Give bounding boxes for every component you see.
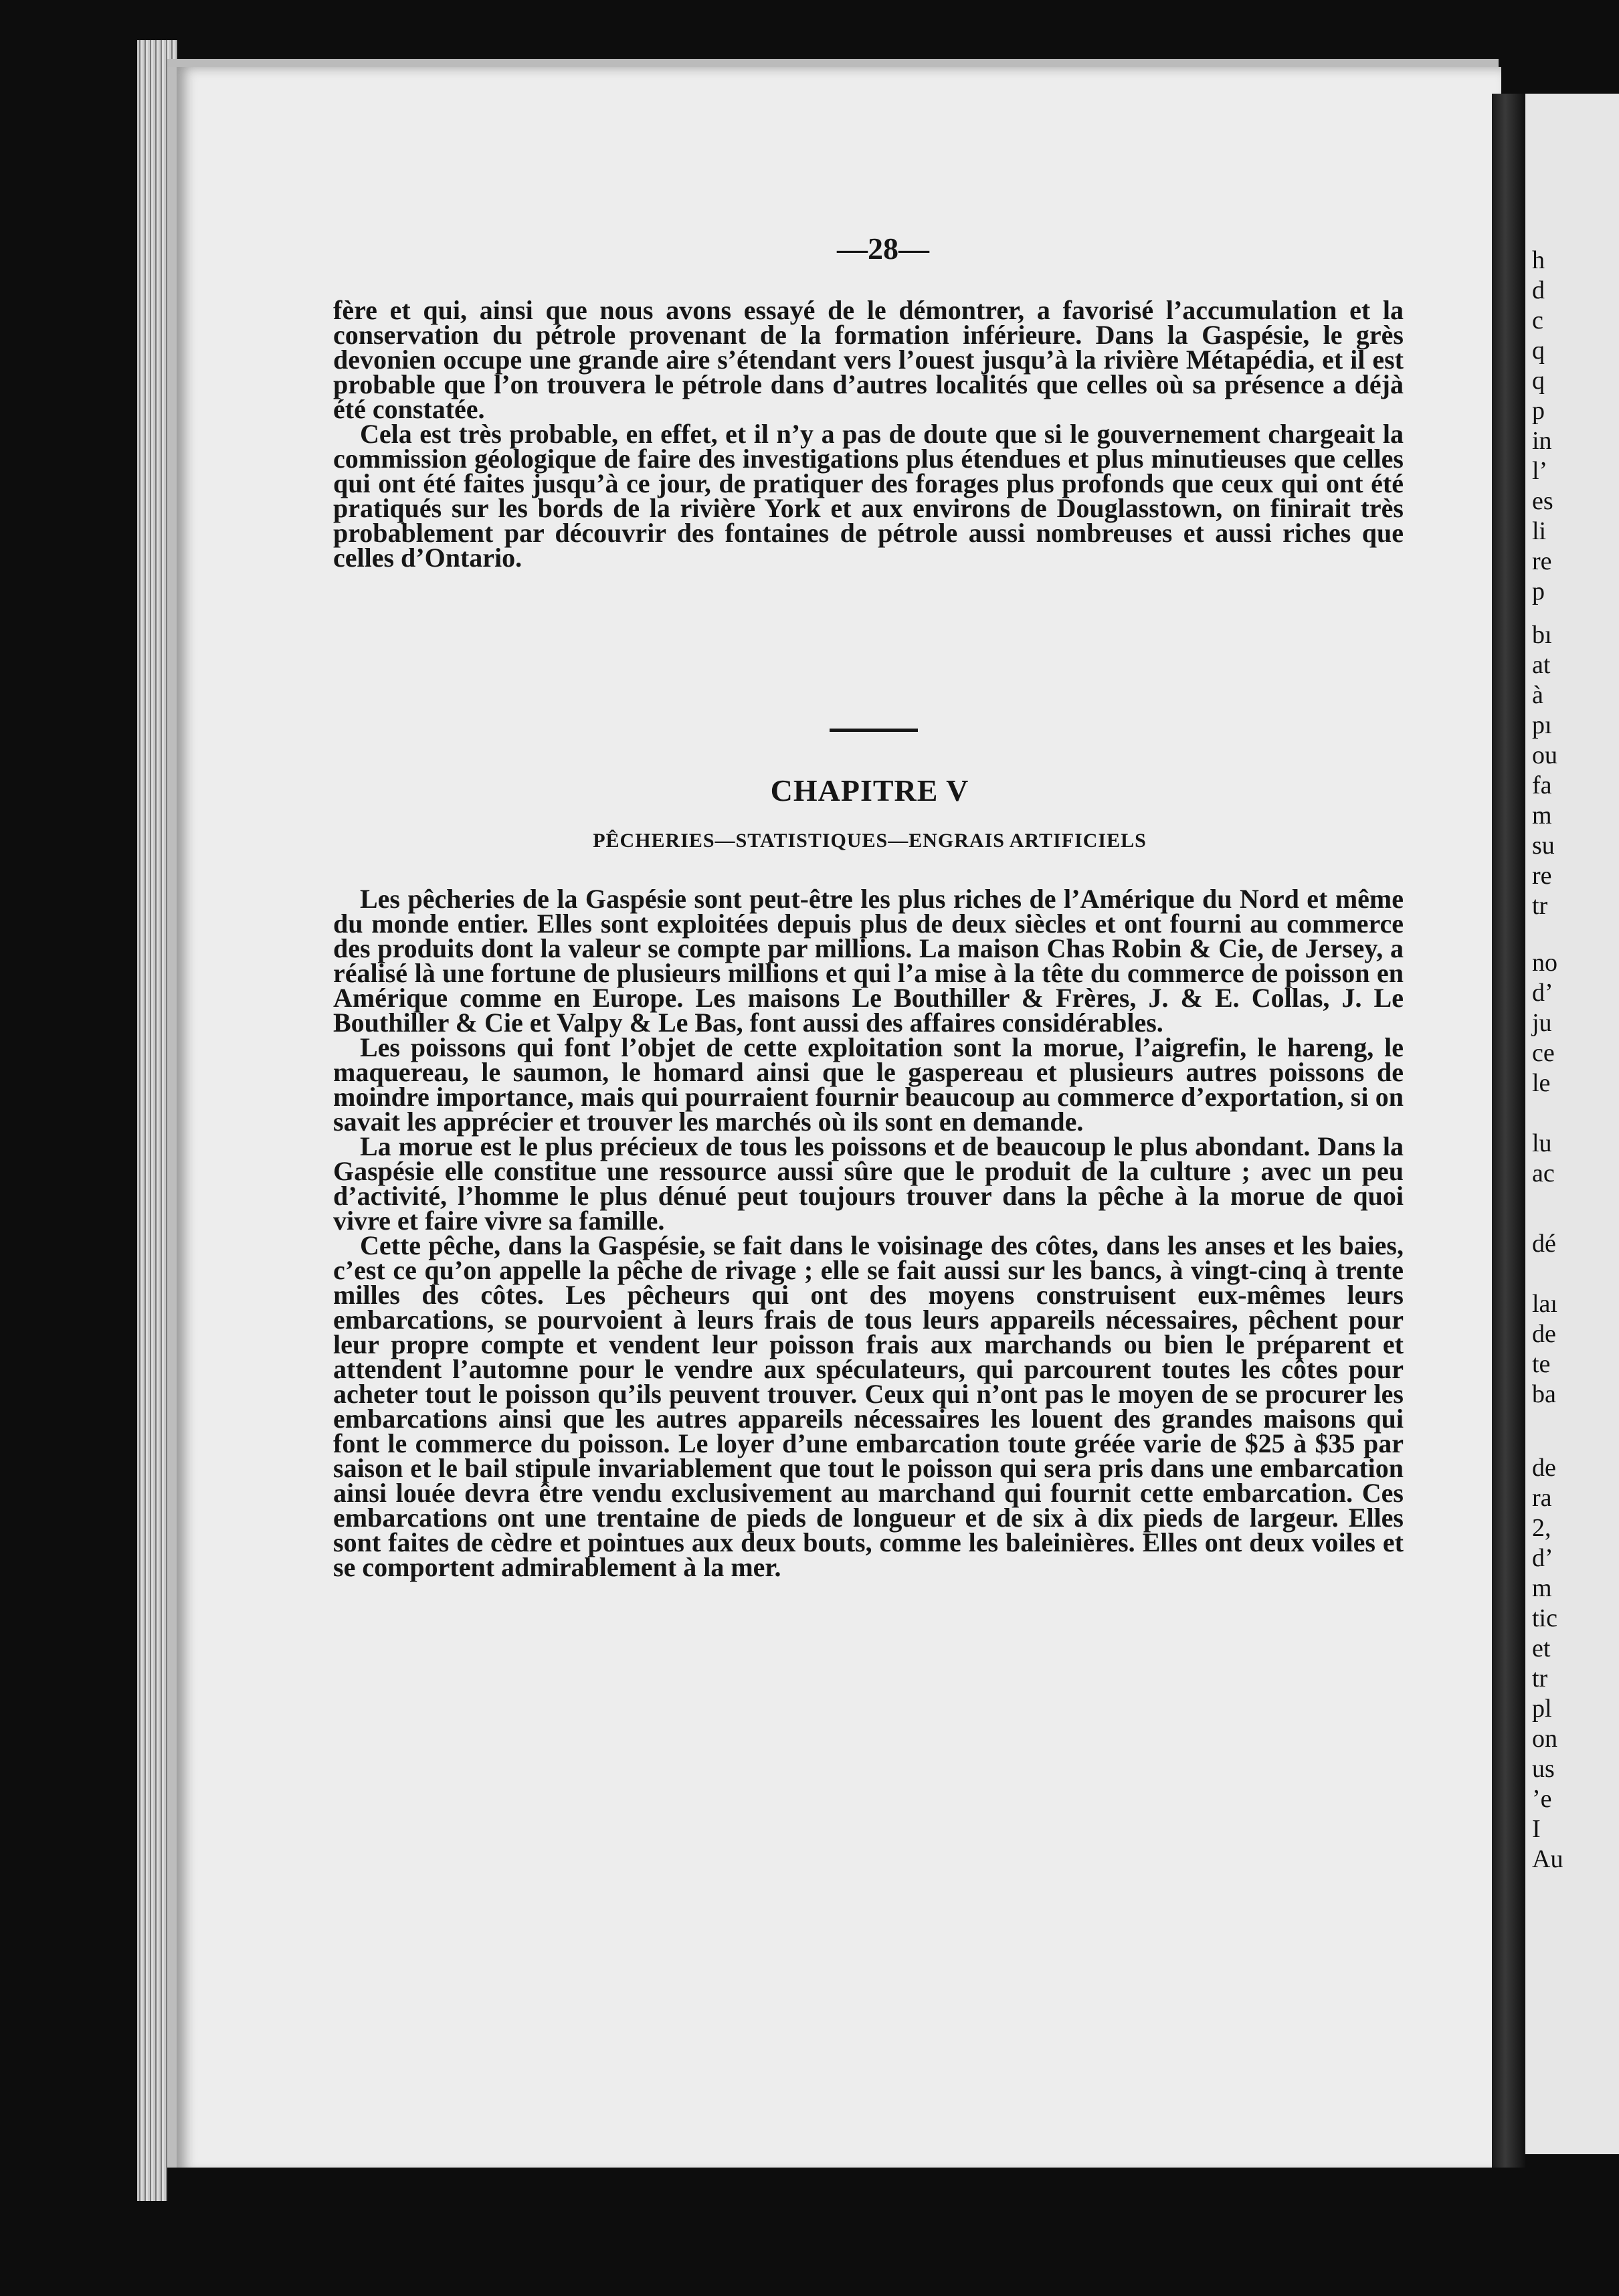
facing-page-fragment: ce [1532,1039,1555,1067]
facing-page-fragment: su [1532,832,1555,860]
intro-paragraph-2: Cela est très probable, en effet, et il n’y a pas de doute que si le gouvernement chargeait la commission géologique de faire des investigations plus étendues et plus minutieuses que celles qui ont été faites jusqu’à ce jour, de pratiquer des forages plus profonds que ceux qui ont été pratiqués sur les bords de la rivière York et aux environs de Douglasstown, on finirait très probablement par découvrir des fontaines de pétrole aussi nombreuses et aussi riches que celles d’Ontario. [333,419,1404,573]
facing-page-fragment: fa [1532,771,1552,799]
scan-bottom-shadow [167,2168,1505,2296]
facing-page-fragment: c [1532,306,1543,334]
facing-page-fragment: le [1532,1069,1551,1097]
book-gutter [1492,94,1525,2168]
facing-page-fragment: no [1532,949,1557,977]
facing-page-fragment: tic [1532,1604,1557,1632]
chapter-subtitle: PÊCHERIES—STATISTIQUES—ENGRAIS ARTIFICIELS [593,830,1147,852]
facing-page-fragment: dé [1532,1230,1556,1258]
facing-page-fragment: es [1532,487,1553,515]
facing-page-fragment: d [1532,276,1545,304]
facing-page-fragment: in [1532,427,1552,455]
facing-page-fragment: q [1532,337,1545,365]
facing-page-fragment: h [1532,246,1545,274]
chapter-text-block [333,886,1404,1580]
facing-page-fragment: 2, [1532,1514,1551,1542]
facing-page-fragment: m [1532,801,1552,830]
facing-page-fragment: q [1532,367,1545,395]
facing-page-fragment: laı [1532,1290,1557,1318]
facing-page-fragment: de [1532,1320,1556,1348]
facing-page-fragment: ac [1532,1159,1555,1187]
facing-page-fragment: ’e [1532,1785,1552,1813]
page-number: —28— [837,231,929,266]
facing-page-fragment: tr [1532,1664,1548,1693]
facing-page-fragment: à [1532,681,1543,709]
facing-page-fragment: pl [1532,1695,1552,1723]
chapter-paragraph-4: Cette pêche, dans la Gaspésie, se fait dans le voisinage des côtes, dans les anses et les baies, c’est ce qu’on appelle la pêche de rivage ; elle se fait aussi sur les bancs, à vingt-cinq à trente milles des côtes. Les pêcheurs qui ont des moyens construisent eux-mêmes leurs embarcations, se pourvoient à leurs frais de tous leurs appareils nécessaires, pêchent pour leur propre compte et vendent leur poisson frais aux marchands ou bien le préparent et attendent l’automne pour le vendre aux spéculateurs, qui parcourent toutes les côtes pour acheter tout le poisson qu’ils peuvent trouver. Ceux qui n’ont pas le moyen de se procurer les embarcations ainsi que les autres appareils nécessaires les louent des grandes maisons qui font le commerce du poisson. Le loyer d’une embarcation toute gréée varie de $25 à $35 par saison et le bail stipule invariablement que tout le poisson qui sera pris dans une embarcation ainsi louée devra être vendu exclusivement au marchand qui fournit cette embarcation. Ces embarcations ont une trentaine de pieds de longueur et de six à dix pieds de largeur. Elles sont faites de cèdre et pointues aux deux bouts, comme les baleinières. Elles ont deux voiles et se comportent admirablement à la mer. [333,1230,1404,1582]
intro-text-block [333,295,1404,573]
facing-page-fragment: Au [1532,1845,1563,1873]
facing-page-fragment: ra [1532,1484,1552,1512]
facing-page-fragment: pı [1532,711,1552,739]
facing-page-fragment: et [1532,1634,1551,1662]
facing-page-fragment: at [1532,651,1551,679]
facing-page-fragment: I [1532,1815,1541,1843]
facing-page-fragment: de [1532,1454,1556,1482]
facing-page-fragment: ba [1532,1380,1556,1408]
facing-page-fragment: te [1532,1350,1551,1378]
facing-page-fragment: ju [1532,1009,1552,1037]
facing-page-fragment: p [1532,577,1545,605]
facing-page-fragment: lu [1532,1129,1552,1157]
chapter-title: CHAPITRE V [770,773,969,807]
facing-page-fragment: ou [1532,741,1557,769]
facing-page-fragment: tr [1532,892,1548,920]
facing-page-fragment: m [1532,1574,1552,1602]
facing-page-strip [1525,94,1619,2154]
facing-page-fragment: p [1532,397,1545,425]
chapter-paragraph-2: Les poissons qui font l’objet de cette exploitation sont la morue, l’aigrefin, le hareng, le maquereau, le saumon, le homard ainsi que le gaspereau et plusieurs autres poissons de moindre importance, mais qui pourraient fournir beaucoup au commerce d’exportation, si on savait les apprécier et trouver les marchés où ils sont en demande. [333,1032,1404,1137]
facing-page-fragment: on [1532,1725,1557,1753]
facing-page-fragment: d’ [1532,979,1553,1007]
facing-page-fragment: re [1532,547,1552,575]
facing-page-fragment: li [1532,517,1547,545]
facing-page-fragment: re [1532,862,1552,890]
section-divider-rule [830,729,918,732]
intro-paragraph-1: fère et qui, ainsi que nous avons essayé de le démontrer, a favorisé l’accumulation et la conservation du pétrole provenant de la formation inférieure. Dans la Gaspésie, le grès devonien occupe une grande aire s’étendant vers l’ouest jusqu’à la rivière Métapédia, et il est probable que l’on trouvera le pétrole dans d’autres localités que celles où sa présence a déjà été constatée. [333,295,1404,424]
facing-page-fragment: l’ [1532,457,1548,485]
chapter-paragraph-1: Les pêcheries de la Gaspésie sont peut-être les plus riches de l’Amérique du Nord et même du monde entier. Elles sont exploitées depuis plus de deux siècles et ont fourni au commerce des produits dont la valeur se compte par millions. La maison Chas Robin & Cie, de Jersey, a réalisé là une fortune de plusieurs millions et qui l’a mise à la tête du commerce de poisson en Amérique comme en Europe. Les maisons Le Bouthiller & Frères, J. & E. Collas, J. Le Bouthiller & Cie et Valpy & Le Bas, font aussi des affaires considérables. [333,884,1404,1038]
facing-page-fragment: d’ [1532,1544,1553,1572]
facing-page-fragment: bı [1532,621,1552,649]
chapter-paragraph-3: La morue est le plus précieux de tous les poissons et de beaucoup le plus abondant. Dans la Gaspésie elle constitue une ressource aussi sûre que le produit de la culture ; avec un peu d’activité, l’homme le plus dénué peut toujours trouver dans la pêche à la morue de quoi vivre et faire vivre sa famille. [333,1131,1404,1236]
facing-page-fragment: us [1532,1755,1555,1783]
